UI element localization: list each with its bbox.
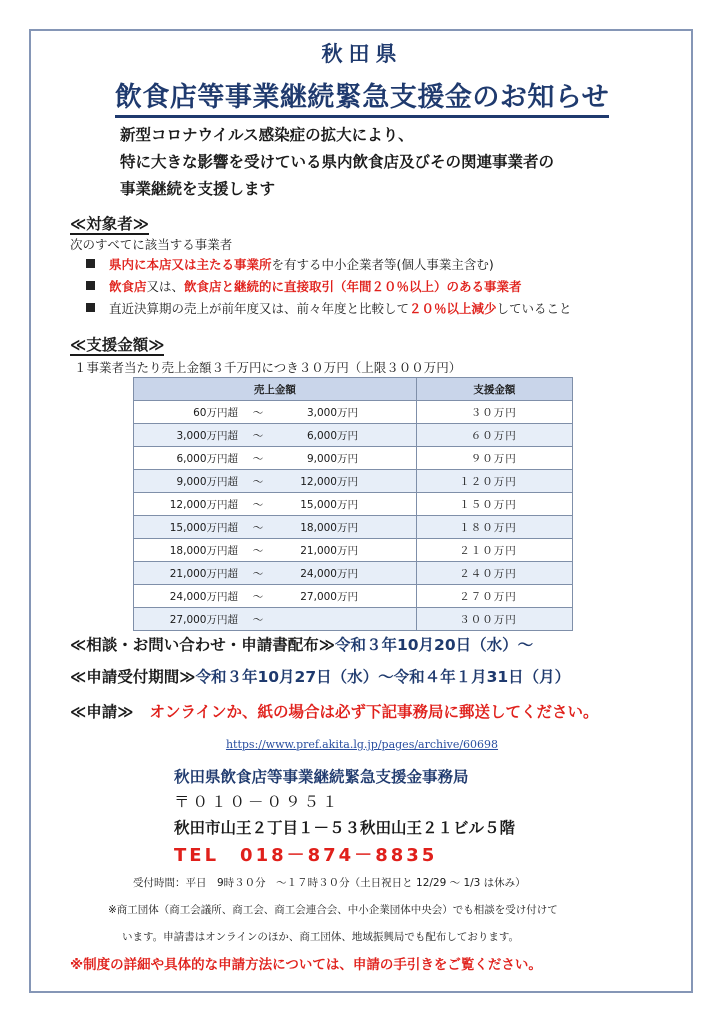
orgs-note-2: います。申請書はオンラインのほか、商工団体、地域振興局でも配布しております。 <box>122 931 520 943</box>
sales-range-cell <box>134 470 417 493</box>
range-tilde: ～ <box>252 475 264 488</box>
range-tilde: ～ <box>252 590 264 603</box>
support-amount: ６０万円 <box>470 429 517 442</box>
sales-range-cell <box>134 539 417 562</box>
sales-from: 6,000万円超 <box>176 452 238 465</box>
table-row <box>134 585 573 608</box>
hours-note: 受付時間：平日 9時３０分 ～１７時３０分（土日祝日と 12/29 ～ 1/3 は休み） <box>133 877 526 889</box>
prefecture-label: 秋田県 <box>321 42 403 66</box>
period-label: ≪申請受付期間≫ <box>70 668 196 686</box>
range-tilde: ～ <box>252 498 264 511</box>
bullet-2-text: 又は、 <box>146 279 185 294</box>
support-amount-cell <box>416 516 572 539</box>
range-tilde: ～ <box>252 613 264 626</box>
range-tilde: ～ <box>252 429 264 442</box>
table-row <box>134 562 573 585</box>
sales-from: 3,000万円超 <box>176 429 238 442</box>
sales-to: 9,000万円 <box>306 452 358 465</box>
office-tel: TEL 018－874－8835 <box>174 845 438 866</box>
support-amount-cell <box>416 562 572 585</box>
sales-to: 24,000万円 <box>300 567 358 580</box>
target-bullet-2 <box>86 277 522 295</box>
target-lead: 次のすべてに該当する事業者 <box>70 237 233 252</box>
target-bullet-3 <box>86 299 572 317</box>
target-bullet-1 <box>86 255 494 273</box>
table-row <box>134 539 573 562</box>
sales-range-cell <box>134 424 417 447</box>
bullet-3-text: 直近決算期の売上が前年度又は、前々年度と比較して <box>109 301 410 316</box>
support-amount-cell <box>416 424 572 447</box>
sales-to: 21,000万円 <box>300 544 358 557</box>
sales-from: 18,000万円超 <box>169 544 238 557</box>
support-amount-cell <box>416 447 572 470</box>
sales-from: 15,000万円超 <box>169 521 238 534</box>
info-url-link[interactable]: https://www.pref.akita.lg.jp/pages/archive/60698 <box>225 738 499 751</box>
apply-text: オンラインか、紙の場合は必ず下記事務局に郵送してください。 <box>149 703 599 721</box>
table-row <box>134 516 573 539</box>
bullet-3-highlight: ２０％以上減少 <box>409 301 497 316</box>
range-tilde: ～ <box>252 544 264 557</box>
support-amount-cell <box>416 470 572 493</box>
sales-to: 18,000万円 <box>300 521 358 534</box>
support-amount: ９０万円 <box>470 452 517 465</box>
support-amount: ２７０万円 <box>459 590 517 603</box>
support-amount-cell <box>416 493 572 516</box>
support-amount: １５０万円 <box>459 498 517 511</box>
range-tilde: ～ <box>252 452 264 465</box>
page-title-text: 飲食店等事業継続緊急支援金のお知らせ <box>115 75 609 118</box>
guide-note: ※制度の詳細や具体的な申請方法については、申請の手引きをご覧ください。 <box>70 957 542 973</box>
table-row <box>134 447 573 470</box>
support-amount: ３０万円 <box>470 406 517 419</box>
sales-to: 6,000万円 <box>306 429 358 442</box>
bullet-square-icon <box>86 303 95 312</box>
sales-to: 27,000万円 <box>300 590 358 603</box>
sales-range-cell <box>134 562 417 585</box>
support-amount-cell <box>416 585 572 608</box>
bullet-2-highlight-2: 飲食店と継続的に直接取引（年間２０％以上）のある事業者 <box>184 279 522 294</box>
sales-from: 21,000万円超 <box>169 567 238 580</box>
support-amount-table <box>133 377 573 631</box>
range-tilde: ～ <box>252 567 264 580</box>
sales-range-cell <box>134 516 417 539</box>
sales-range-cell <box>134 447 417 470</box>
bullet-square-icon <box>86 281 95 290</box>
table-row <box>134 493 573 516</box>
orgs-note-1: ※商工団体（商工会議所、商工会、商工会連合会、中小企業団体中央会）でも相談を受け付けて <box>108 904 558 916</box>
intro-line-2: 特に大きな影響を受けている県内飲食店及びその関連事業者の <box>120 153 555 171</box>
table-row <box>134 401 573 424</box>
support-amount-cell <box>416 539 572 562</box>
bullet-2-highlight-1: 飲食店 <box>109 279 147 294</box>
period-line <box>70 665 570 687</box>
intro-line-3: 事業継続を支援します <box>120 180 276 198</box>
office-zip: 〒０１０－０９５１ <box>174 793 341 811</box>
amount-heading <box>70 333 164 355</box>
sales-range-cell <box>134 493 417 516</box>
column-header-sales: 売上金額 <box>134 378 417 401</box>
support-amount: ２１０万円 <box>459 544 517 557</box>
sales-to: 12,000万円 <box>300 475 358 488</box>
sales-from: 27,000万円超 <box>169 613 238 626</box>
support-amount: １８０万円 <box>459 521 517 534</box>
target-heading-text: ≪対象者≫ <box>70 215 149 233</box>
table-row <box>134 470 573 493</box>
range-tilde: ～ <box>252 406 264 419</box>
target-heading <box>70 212 149 234</box>
sales-range-cell <box>134 585 417 608</box>
consult-line <box>70 633 533 655</box>
bullet-square-icon <box>86 259 95 268</box>
sales-range-cell <box>134 401 417 424</box>
intro-line-1: 新型コロナウイルス感染症の拡大により、 <box>120 126 414 144</box>
bullet-1-highlight: 県内に本店又は主たる事業所 <box>109 257 272 272</box>
sales-to: 15,000万円 <box>300 498 358 511</box>
sales-from: 24,000万円超 <box>169 590 238 603</box>
apply-line <box>70 700 599 722</box>
period-date: 令和３年10月27日（水）～令和４年１月31日（月） <box>195 668 571 686</box>
amount-heading-text: ≪支援金額≫ <box>70 336 165 354</box>
column-header-support: 支援金額 <box>416 378 572 401</box>
consult-label: ≪相談・お問い合わせ・申請書配布≫ <box>70 636 335 654</box>
table-row <box>134 424 573 447</box>
sales-from: 9,000万円超 <box>176 475 238 488</box>
sales-to: 3,000万円 <box>306 406 358 419</box>
sales-from: 60万円超 <box>193 406 238 419</box>
support-amount: ３００万円 <box>459 613 517 626</box>
table-header-row <box>134 378 573 401</box>
table-row <box>134 608 573 631</box>
page-title <box>0 75 724 118</box>
amount-lead: １事業者当たり売上金額３千万円につき３０万円（上限３００万円） <box>74 360 462 375</box>
support-amount: １２０万円 <box>459 475 517 488</box>
bullet-1-text: を有する中小企業者等(個人事業主含む) <box>271 257 494 272</box>
apply-label: ≪申請≫ <box>70 703 134 721</box>
office-name: 秋田県飲食店等事業継続緊急支援金事務局 <box>174 768 469 786</box>
consult-date: 令和３年10月20日（水）～ <box>334 636 534 654</box>
sales-from: 12,000万円超 <box>169 498 238 511</box>
range-tilde: ～ <box>252 521 264 534</box>
support-amount-cell <box>416 608 572 631</box>
bullet-3-text-end: していること <box>496 301 572 316</box>
support-amount-cell <box>416 401 572 424</box>
support-amount: ２４０万円 <box>459 567 517 580</box>
office-address: 秋田市山王２丁目１－５３秋田山王２１ビル５階 <box>174 819 516 837</box>
sales-range-cell <box>134 608 417 631</box>
